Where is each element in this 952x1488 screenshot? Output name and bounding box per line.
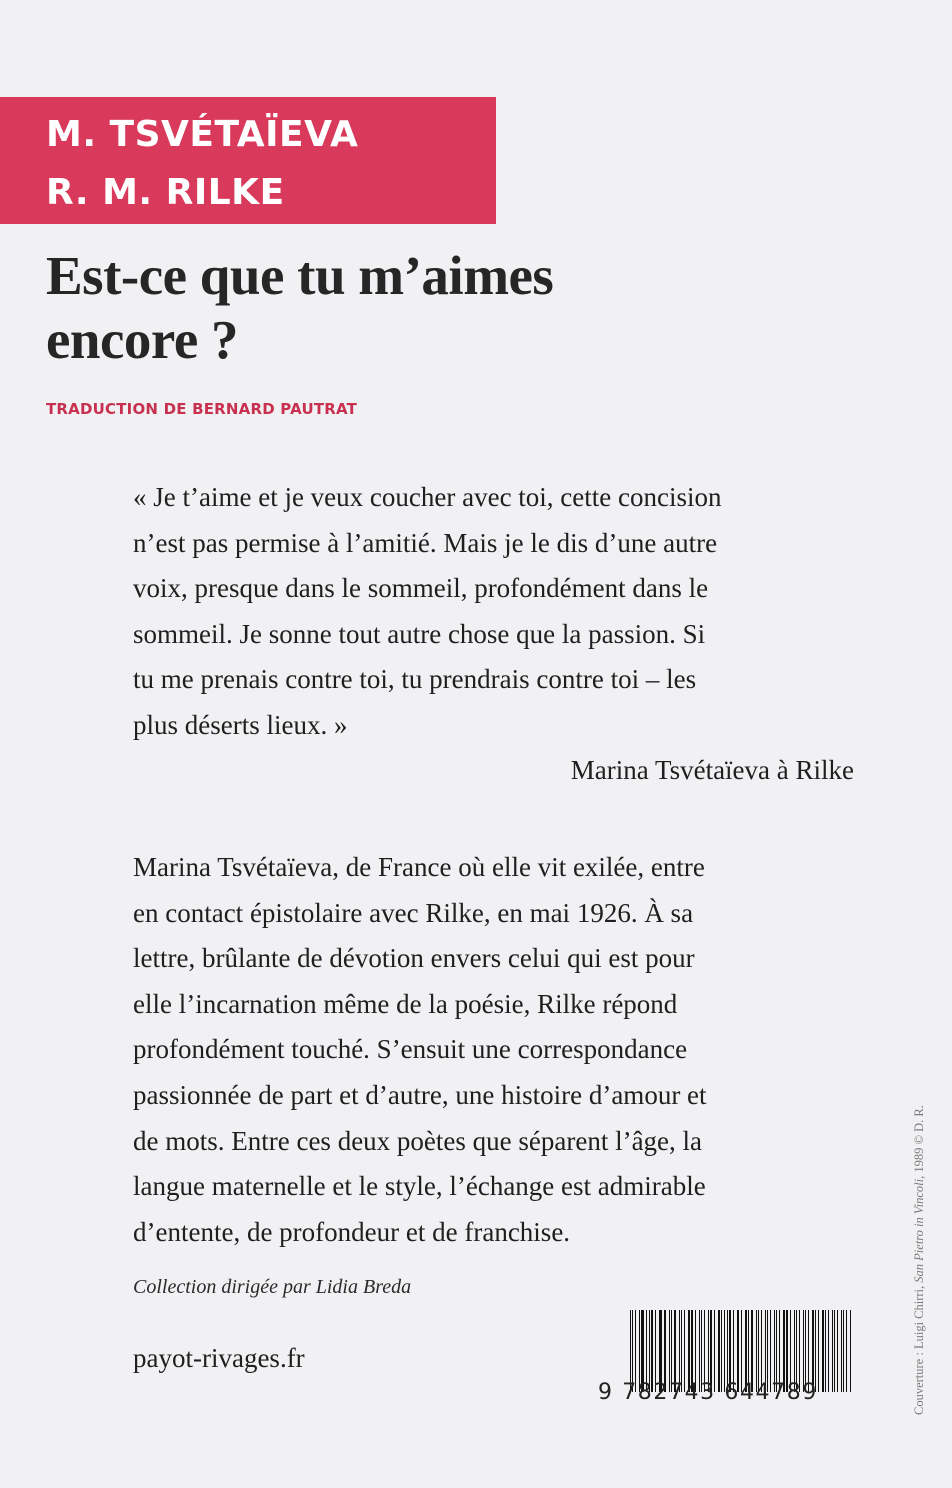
description-line: lettre, brûlante de dévotion envers celui qui est pour [133, 943, 695, 974]
credit-prefix: Couverture : Luigi Chirri, [912, 1282, 926, 1415]
publisher-website: payot-rivages.fr [133, 1343, 305, 1373]
description-line: elle l’incarnation même de la poésie, Rilke répond [133, 988, 678, 1019]
credit-artwork: San Pietro in Vincoli [912, 1178, 926, 1283]
description-line: passionnée de part et d’autre, une histoire d’amour et [133, 1079, 707, 1110]
collection-editor: Collection dirigée par Lidia Breda [133, 1276, 412, 1298]
author-banner [0, 97, 496, 224]
description-line: d’entente, de profondeur et de franchise. [133, 1216, 571, 1247]
quote-line: tu me prenais contre toi, tu prendrais contre toi – les [133, 664, 697, 695]
quote-line: sommeil. Je sonne tout autre chose que la passion. Si [133, 618, 706, 649]
quote-attribution: Marina Tsvétaïeva à Rilke [570, 755, 854, 785]
title-line: Est-ce que tu m’aimes [46, 245, 554, 306]
author-rilke: R. M. RILKE [46, 172, 285, 213]
author-tsvetaieva: M. TSVÉTAÏEVA [46, 114, 359, 155]
title-line: encore ? [46, 309, 238, 370]
description-line: Marina Tsvétaïeva, de France où elle vit exilée, entre [133, 852, 705, 882]
book-title [46, 244, 746, 372]
description-line: de mots. Entre ces deux poètes que séparent l’âge, la [133, 1125, 703, 1156]
quote-line: plus déserts lieux. » [133, 709, 348, 740]
description-block [133, 845, 854, 1255]
quote-line: n’est pas permise à l’amitié. Mais je le dis d’une autre [133, 527, 718, 558]
isbn-barcode [598, 1306, 858, 1414]
isbn-digits: 9 782743 644789 [598, 1380, 818, 1405]
description-line: langue maternelle et le style, l’échange est admirable [133, 1171, 706, 1202]
description-line: en contact épistolaire avec Rilke, en mai 1926. À sa [133, 897, 694, 928]
cover-image-credit [912, 1105, 927, 1415]
credit-suffix: , 1989 © D. R. [912, 1105, 926, 1179]
quote-line: voix, presque dans le sommeil, profondément dans le [133, 573, 709, 604]
description-line: profondément touché. S’ensuit une correspondance [133, 1034, 688, 1065]
translator-credit: TRADUCTION DE BERNARD PAUTRAT [46, 400, 358, 418]
quote-line: « Je t’aime et je veux coucher avec toi, cette concision [133, 482, 722, 512]
quote-block [133, 475, 854, 749]
